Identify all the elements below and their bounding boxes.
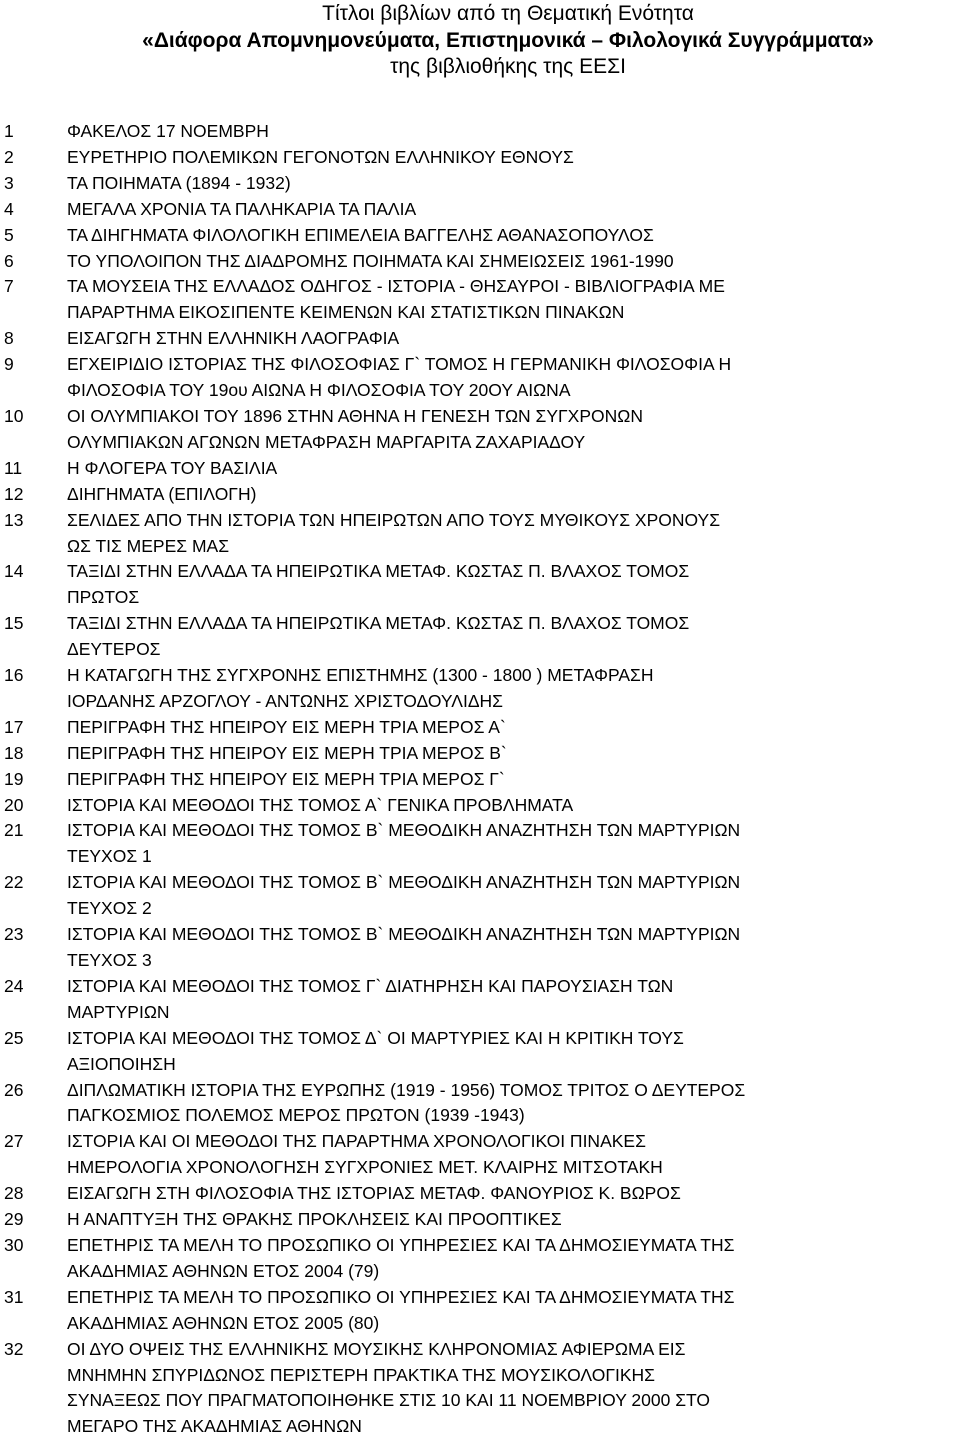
- item-title-line: ΕΙΣΑΓΩΓΗ ΣΤΗ ΦΙΛΟΣΟΦΙΑ ΤΗΣ ΙΣΤΟΡΙΑΣ ΜΕΤΑΦ. ΦΑΝΟΥΡΙΟΣ Κ. ΒΩΡΟΣ: [67, 1183, 681, 1204]
- item-number: 7: [4, 276, 14, 297]
- item-title-line: ΤΕΥΧΟΣ 1: [67, 846, 152, 867]
- item-number: 3: [4, 172, 14, 193]
- item-title: [67, 818, 960, 870]
- item-number: 11: [4, 457, 23, 478]
- item-title-line: ΕΙΣΑΓΩΓΗ ΣΤΗΝ ΕΛΛΗΝΙΚΗ ΛΑΟΓΡΑΦΙΑ: [67, 328, 400, 349]
- list-item: [0, 223, 960, 249]
- item-title-line: Η ΑΝΑΠΤΥΞΗ ΤΗΣ ΘΡΑΚΗΣ ΠΡΟΚΛΗΣΕΙΣ ΚΑΙ ΠΡΟΟΠΤΙΚΕΣ: [67, 1209, 562, 1230]
- item-number: 30: [4, 1234, 24, 1255]
- item-number: 6: [4, 250, 14, 271]
- list-item: [0, 508, 960, 560]
- item-number: 24: [4, 975, 24, 996]
- item-title: [67, 119, 960, 145]
- item-number: 18: [4, 742, 24, 763]
- item-number: 32: [4, 1338, 24, 1359]
- item-number: 20: [4, 794, 24, 815]
- item-title-line: ΤΟ ΥΠΟΛΟΙΠΟΝ ΤΗΣ ΔΙΑΔΡΟΜΗΣ ΠΟΙΗΜΑΤΑ ΚΑΙ ΣΗΜΕΙΩΣΕΙΣ 1961-1990: [67, 250, 674, 271]
- item-title-line: ΗΜΕΡΟΛΟΓΙΑ ΧΡΟΝΟΛΟΓΗΣΗ ΣΥΓΧΡΟΝΙΕΣ ΜΕΤ. ΚΛΑΙΡΗΣ ΜΙΤΣΟΤΑΚΗ: [67, 1157, 663, 1178]
- item-number: 17: [4, 716, 24, 737]
- item-number: 31: [4, 1286, 24, 1307]
- item-number: 12: [4, 483, 24, 504]
- item-title-line: ΕΓΧΕΙΡΙΔΙΟ ΙΣΤΟΡΙΑΣ ΤΗΣ ΦΙΛΟΣΟΦΙΑΣ Γ` ΤΟΜΟΣ Η ΓΕΡΜΑΝΙΚΗ ΦΙΛΟΣΟΦΙΑ Η: [67, 354, 732, 375]
- item-title: [67, 1207, 960, 1233]
- item-number: 25: [4, 1027, 24, 1048]
- item-title-line: ΙΣΤΟΡΙΑ ΚΑΙ ΟΙ ΜΕΘΟΔΟΙ ΤΗΣ ΠΑΡΑΡΤΗΜΑ ΧΡΟΝΟΛΟΓΙΚΟΙ ΠΙΝΑΚΕΣ: [67, 1131, 646, 1152]
- list-item: [0, 171, 960, 197]
- item-title: [67, 404, 960, 456]
- item-title-line: ΩΣ ΤΙΣ ΜΕΡΕΣ ΜΑΣ: [67, 535, 230, 556]
- item-title-line: ΜΝΗΜΗΝ ΣΠΥΡΙΔΩΝΟΣ ΠΕΡΙΣΤΕΡΗ ΠΡΑΚΤΙΚΑ ΤΗΣ ΜΟΥΣΙΚΟΛΟΓΙΚΗΣ: [67, 1364, 655, 1385]
- list-item: [0, 870, 960, 922]
- list-item: [0, 482, 960, 508]
- list-item: [0, 559, 960, 611]
- item-title-line: ΟΙ ΟΛΥΜΠΙΑΚΟΙ ΤΟΥ 1896 ΣΤΗΝ ΑΘΗΝΑ Η ΓΕΝΕΣΗ ΤΩΝ ΣΥΓΧΡΟΝΩΝ: [67, 405, 643, 426]
- list-item: [0, 404, 960, 456]
- item-title-line: ΕΥΡΕΤΗΡΙΟ ΠΟΛΕΜΙΚΩΝ ΓΕΓΟΝΟΤΩΝ ΕΛΛΗΝΙΚΟΥ ΕΘΝΟΥΣ: [67, 146, 574, 167]
- item-title-line: ΣΕΛΙΔΕΣ ΑΠΟ ΤΗΝ ΙΣΤΟΡΙΑ ΤΩΝ ΗΠΕΙΡΩΤΩΝ ΑΠΟ ΤΟΥΣ ΜΥΘΙΚΟΥΣ ΧΡΟΝΟΥΣ: [67, 509, 721, 530]
- list-item: [0, 1337, 960, 1441]
- list-item: [0, 1129, 960, 1181]
- list-item: [0, 767, 960, 793]
- item-title: [67, 352, 960, 404]
- item-title-line: ΣΥΝΑΞΕΩΣ ΠΟΥ ΠΡΑΓΜΑΤΟΠΟΙΗΘΗΚΕ ΣΤΙΣ 10 ΚΑΙ 11 ΝΟΕΜΒΡΙΟΥ 2000 ΣΤΟ: [67, 1390, 711, 1411]
- item-title: [67, 922, 960, 974]
- item-title: [67, 508, 960, 560]
- item-title: [67, 197, 960, 223]
- list-item: [0, 119, 960, 145]
- item-number: 21: [4, 820, 24, 841]
- item-title-line: ΤΕΥΧΟΣ 3: [67, 950, 152, 970]
- document-header: [58, 0, 958, 81]
- item-title-line: ΔΙΠΛΩΜΑΤΙΚΗ ΙΣΤΟΡΙΑ ΤΗΣ ΕΥΡΩΠΗΣ (1919 - 1956) ΤΟΜΟΣ ΤΡΙΤΟΣ Ο ΔΕΥΤΕΡΟΣ: [67, 1079, 746, 1100]
- item-title: [67, 663, 960, 715]
- item-title-line: ΦΙΛΟΣΟΦΙΑ ΤΟΥ 19ου ΑΙΩΝΑ Η ΦΙΛΟΣΟΦΙΑ ΤΟΥ 20ΟΥ ΑΙΩΝΑ: [67, 380, 571, 401]
- list-item: [0, 1285, 960, 1337]
- item-title-line: ΤΑΞΙΔΙ ΣΤΗΝ ΕΛΛΑΔΑ ΤΑ ΗΠΕΙΡΩΤΙΚΑ ΜΕΤΑΦ. ΚΩΣΤΑΣ Π. ΒΛΑΧΟΣ ΤΟΜΟΣ: [67, 613, 690, 634]
- item-title-line: ΕΠΕΤΗΡΙΣ ΤΑ ΜΕΛΗ ΤΟ ΠΡΟΣΩΠΙΚΟ ΟΙ ΥΠΗΡΕΣΙΕΣ ΚΑΙ ΤΑ ΔΗΜΟΣΙΕΥΜΑΤΑ ΤΗΣ: [67, 1286, 735, 1307]
- list-item: [0, 456, 960, 482]
- item-number: 27: [4, 1131, 24, 1152]
- item-title-line: ΙΣΤΟΡΙΑ ΚΑΙ ΜΕΘΟΔΟΙ ΤΗΣ ΤΟΜΟΣ Α` ΓΕΝΙΚΑ ΠΡΟΒΛΗΜΑΤΑ: [67, 794, 574, 815]
- item-number: 8: [4, 328, 14, 349]
- list-item: [0, 793, 960, 819]
- item-title: [67, 274, 960, 326]
- list-item: [0, 818, 960, 870]
- item-title-line: ΠΑΓΚΟΣΜΙΟΣ ΠΟΛΕΜΟΣ ΜΕΡΟΣ ΠΡΩΤΟΝ (1939 -1943): [67, 1105, 525, 1126]
- item-title: [67, 767, 960, 793]
- list-item: [0, 1207, 960, 1233]
- item-title: [67, 1129, 960, 1181]
- item-title: [67, 326, 960, 352]
- item-title-line: ΠΕΡΙΓΡΑΦΗ ΤΗΣ ΗΠΕΙΡΟΥ ΕΙΣ ΜΕΡΗ ΤΡΙΑ ΜΕΡΟΣ Γ`: [67, 768, 505, 789]
- item-number: 23: [4, 924, 24, 945]
- list-item: [0, 974, 960, 1026]
- item-title-line: Η ΦΛΟΓΕΡΑ ΤΟΥ ΒΑΣΙΛΙΑ: [67, 457, 278, 478]
- item-title-line: ΔΙΗΓΗΜΑΤΑ (ΕΠΙΛΟΓΗ): [67, 483, 257, 504]
- item-number: 14: [4, 561, 24, 582]
- list-item: [0, 922, 960, 974]
- item-title: [67, 1078, 960, 1130]
- item-number: 22: [4, 872, 24, 893]
- item-title-line: ΕΠΕΤΗΡΙΣ ΤΑ ΜΕΛΗ ΤΟ ΠΡΟΣΩΠΙΚΟ ΟΙ ΥΠΗΡΕΣΙΕΣ ΚΑΙ ΤΑ ΔΗΜΟΣΙΕΥΜΑΤΑ ΤΗΣ: [67, 1234, 735, 1255]
- item-title-line: ΠΑΡΑΡΤΗΜΑ ΕΙΚΟΣΙΠΕΝΤΕ ΚΕΙΜΕΝΩΝ ΚΑΙ ΣΤΑΤΙΣΤΙΚΩΝ ΠΙΝΑΚΩΝ: [67, 302, 625, 323]
- item-title: [67, 456, 960, 482]
- item-number: 19: [4, 768, 24, 789]
- item-title: [67, 1285, 960, 1337]
- item-title-line: ΤΑΞΙΔΙ ΣΤΗΝ ΕΛΛΑΔΑ ΤΑ ΗΠΕΙΡΩΤΙΚΑ ΜΕΤΑΦ. ΚΩΣΤΑΣ Π. ΒΛΑΧΟΣ ΤΟΜΟΣ: [67, 561, 690, 582]
- list-item: [0, 1026, 960, 1078]
- list-item: [0, 1181, 960, 1207]
- item-title-line: ΙΣΤΟΡΙΑ ΚΑΙ ΜΕΘΟΔΟΙ ΤΗΣ ΤΟΜΟΣ Β` ΜΕΘΟΔΙΚΗ ΑΝΑΖΗΤΗΣΗ ΤΩΝ ΜΑΡΤΥΡΙΩΝ: [67, 924, 741, 945]
- item-title-line: ΟΙ ΔΥΟ ΟΨΕΙΣ ΤΗΣ ΕΛΛΗΝΙΚΗΣ ΜΟΥΣΙΚΗΣ ΚΛΗΡΟΝΟΜΙΑΣ ΑΦΙΕΡΩΜΑ ΕΙΣ: [67, 1338, 686, 1359]
- item-number: 15: [4, 613, 24, 634]
- item-title-line: ΙΣΤΟΡΙΑ ΚΑΙ ΜΕΘΟΔΟΙ ΤΗΣ ΤΟΜΟΣ Β` ΜΕΘΟΔΙΚΗ ΑΝΑΖΗΤΗΣΗ ΤΩΝ ΜΑΡΤΥΡΙΩΝ: [67, 872, 741, 893]
- item-title: [67, 715, 960, 741]
- list-item: [0, 741, 960, 767]
- item-number: 2: [4, 146, 14, 167]
- list-item: [0, 274, 960, 326]
- list-item: [0, 326, 960, 352]
- item-title: [67, 611, 960, 663]
- list-item: [0, 352, 960, 404]
- item-title-line: ΦΑΚΕΛΟΣ 17 ΝΟΕΜΒΡΗ: [67, 121, 269, 141]
- item-title-line: ΜΑΡΤΥΡΙΩΝ: [67, 1001, 170, 1022]
- item-title-line: ΑΚΑΔΗΜΙΑΣ ΑΘΗΝΩΝ ΕΤΟΣ 2005 (80): [67, 1312, 380, 1333]
- item-title-line: Η ΚΑΤΑΓΩΓΗ ΤΗΣ ΣΥΓΧΡΟΝΗΣ ΕΠΙΣΤΗΜΗΣ (1300 - 1800 ) ΜΕΤΑΦΡΑΣΗ: [67, 665, 654, 686]
- item-title-line: ΤΑ ΠΟΙΗΜΑΤΑ (1894 - 1932): [67, 172, 291, 193]
- list-item: [0, 715, 960, 741]
- item-title-line: ΠΡΩΤΟΣ: [67, 587, 140, 608]
- list-item: [0, 1078, 960, 1130]
- header-line-1: Τίτλοι βιβλίων από τη Θεματική Ενότητα: [322, 2, 694, 25]
- item-number: 1: [4, 121, 14, 141]
- list-item: [0, 249, 960, 275]
- item-title: [67, 145, 960, 171]
- item-number: 13: [4, 509, 24, 530]
- item-title-line: ΙΣΤΟΡΙΑ ΚΑΙ ΜΕΘΟΔΟΙ ΤΗΣ ΤΟΜΟΣ Δ` ΟΙ ΜΑΡΤΥΡΙΕΣ ΚΑΙ Η ΚΡΙΤΙΚΗ ΤΟΥΣ: [67, 1027, 684, 1048]
- item-title: [67, 223, 960, 249]
- item-title: [67, 741, 960, 767]
- item-title: [67, 1337, 960, 1441]
- list-item: [0, 1233, 960, 1285]
- item-title-line: ΜΕΓΑΛΑ ΧΡΟΝΙΑ ΤΑ ΠΑΛΗΚΑΡΙΑ ΤΑ ΠΑΛΙΑ: [67, 198, 417, 219]
- item-number: 10: [4, 405, 24, 426]
- item-title: [67, 559, 960, 611]
- item-title: [67, 482, 960, 508]
- list-item: [0, 197, 960, 223]
- list-item: [0, 611, 960, 663]
- item-title-line: ΙΣΤΟΡΙΑ ΚΑΙ ΜΕΘΟΔΟΙ ΤΗΣ ΤΟΜΟΣ Β` ΜΕΘΟΔΙΚΗ ΑΝΑΖΗΤΗΣΗ ΤΩΝ ΜΑΡΤΥΡΙΩΝ: [67, 820, 741, 841]
- list-item: [0, 145, 960, 171]
- item-title: [67, 870, 960, 922]
- item-title: [67, 249, 960, 275]
- item-title: [67, 793, 960, 819]
- item-title-line: ΜΕΓΑΡΟ ΤΗΣ ΑΚΑΔΗΜΙΑΣ ΑΘΗΝΩΝ: [67, 1416, 362, 1437]
- item-title-line: ΙΟΡΔΑΝΗΣ ΑΡΖΟΓΛΟΥ - ΑΝΤΩΝΗΣ ΧΡΙΣΤΟΔΟΥΛΙΔΗΣ: [67, 690, 503, 711]
- item-title-line: ΑΞΙΟΠΟΙΗΣΗ: [67, 1053, 176, 1074]
- item-title-line: ΑΚΑΔΗΜΙΑΣ ΑΘΗΝΩΝ ΕΤΟΣ 2004 (79): [67, 1260, 380, 1281]
- item-title-line: ΤΑ ΔΙΗΓΗΜΑΤΑ ΦΙΛΟΛΟΓΙΚΗ ΕΠΙΜΕΛΕΙΑ ΒΑΓΓΕΛΗΣ ΑΘΑΝΑΣΟΠΟΥΛΟΣ: [67, 224, 654, 245]
- item-title-line: ΤΕΥΧΟΣ 2: [67, 898, 152, 919]
- item-title: [67, 1181, 960, 1207]
- item-number: 28: [4, 1183, 24, 1204]
- item-title-line: ΙΣΤΟΡΙΑ ΚΑΙ ΜΕΘΟΔΟΙ ΤΗΣ ΤΟΜΟΣ Γ` ΔΙΑΤΗΡΗΣΗ ΚΑΙ ΠΑΡΟΥΣΙΑΣΗ ΤΩΝ: [67, 975, 674, 996]
- item-title-line: ΔΕΥΤΕΡΟΣ: [67, 639, 161, 660]
- item-number: 9: [4, 354, 14, 375]
- book-list: [0, 119, 960, 1440]
- item-title-line: ΠΕΡΙΓΡΑΦΗ ΤΗΣ ΗΠΕΙΡΟΥ ΕΙΣ ΜΕΡΗ ΤΡΙΑ ΜΕΡΟΣ Α`: [67, 716, 506, 737]
- item-number: 26: [4, 1079, 24, 1100]
- item-number: 16: [4, 665, 24, 686]
- item-title: [67, 1026, 960, 1078]
- item-number: 4: [4, 198, 14, 219]
- item-title-line: ΟΛΥΜΠΙΑΚΩΝ ΑΓΩΝΩΝ ΜΕΤΑΦΡΑΣΗ ΜΑΡΓΑΡΙΤΑ ΖΑΧΑΡΙΑΔΟΥ: [67, 431, 586, 452]
- header-title: «Διάφορα Απομνημονεύματα, Επιστημονικά – Φιλολογικά Συγγράμματα»: [142, 28, 874, 52]
- item-title: [67, 1233, 960, 1285]
- item-number: 5: [4, 224, 14, 245]
- header-line-3: της βιβλιοθήκης της ΕΕΣΙ: [390, 55, 626, 78]
- item-title: [67, 171, 960, 197]
- item-number: 29: [4, 1209, 24, 1230]
- item-title: [67, 974, 960, 1026]
- item-title-line: ΠΕΡΙΓΡΑΦΗ ΤΗΣ ΗΠΕΙΡΟΥ ΕΙΣ ΜΕΡΗ ΤΡΙΑ ΜΕΡΟΣ Β`: [67, 742, 507, 763]
- item-title-line: ΤΑ ΜΟΥΣΕΙΑ ΤΗΣ ΕΛΛΑΔΟΣ ΟΔΗΓΟΣ - ΙΣΤΟΡΙΑ - ΘΗΣΑΥΡΟΙ - ΒΙΒΛΙΟΓΡΑΦΙΑ ΜΕ: [67, 276, 725, 297]
- list-item: [0, 663, 960, 715]
